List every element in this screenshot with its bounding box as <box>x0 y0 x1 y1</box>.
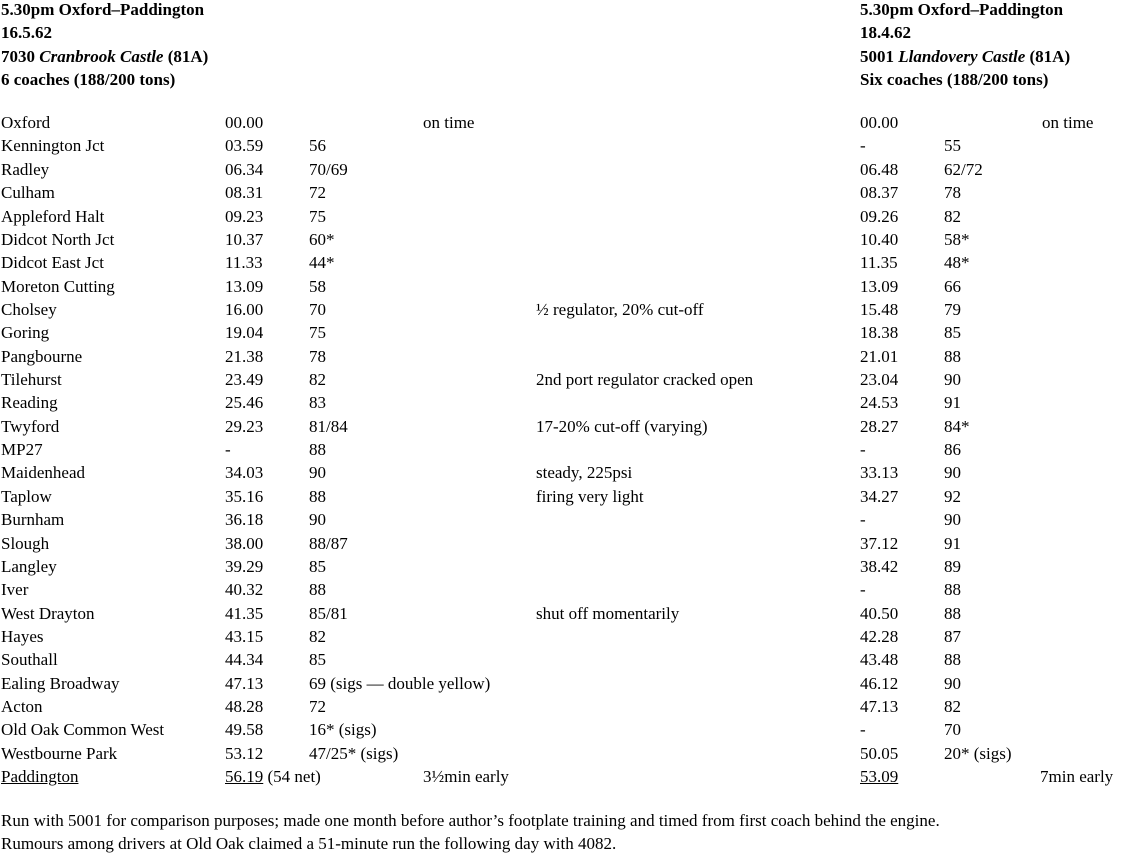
run2-speed: 48* <box>944 253 970 273</box>
run2-time: 42.28 <box>860 627 899 646</box>
run1-time: 08.31 <box>225 183 264 203</box>
table-row <box>0 134 1145 157</box>
run1-time: 47.13 <box>225 673 264 693</box>
station-name: Iver <box>1 580 29 600</box>
footnote-line-1: Run with 5001 for comparison purposes; made one month before author’s footplate training and timed from first coach behind the engine. <box>1 811 940 830</box>
run2-time: 28.27 <box>860 416 899 436</box>
footplate-note: firing very light <box>536 486 644 506</box>
run1-time: 29.23 <box>225 416 264 436</box>
table-row <box>0 345 1145 368</box>
run2-time: - <box>860 580 866 600</box>
table-row <box>0 672 1145 695</box>
run2-date: 18.4.62 <box>860 23 911 43</box>
run2-time: - <box>860 720 866 740</box>
table-row <box>0 742 1145 765</box>
run1-start-status: on time <box>423 113 475 132</box>
run2-time: - <box>860 136 866 156</box>
station-name: Old Oak Common West <box>1 720 165 740</box>
run2-time: 10.40 <box>860 229 899 249</box>
run2-speed: 85 <box>944 323 961 343</box>
run1-time: 06.34 <box>225 159 264 179</box>
footplate-note: shut off momentarily <box>536 603 680 623</box>
table-row <box>0 461 1145 484</box>
footnote <box>1 809 940 856</box>
run1-speed: 85/81 <box>309 603 348 623</box>
run2-time: 43.48 <box>860 650 899 670</box>
run1-loco-number: 7030 <box>1 46 40 66</box>
run1-time: 44.34 <box>225 650 264 670</box>
run2-speed: 88 <box>944 650 961 670</box>
run2-speed: 20* (sigs) <box>944 743 1012 763</box>
station-name: Hayes <box>1 627 44 646</box>
run1-speed: 88 <box>309 580 326 600</box>
station-name: Twyford <box>1 416 60 436</box>
run2-speed: 92 <box>944 486 961 506</box>
run1-arrival-status: 3½min early <box>423 767 509 786</box>
footplate-note: 17-20% cut-off (varying) <box>536 416 708 436</box>
run2-time: 40.50 <box>860 603 899 623</box>
run2-time: 11.35 <box>860 253 898 273</box>
station-name: Taplow <box>1 486 52 506</box>
footnote-line-2: Rumours among drivers at Old Oak claimed a 51-minute run the following day with 4082. <box>1 834 617 854</box>
station-name: Oxford <box>1 113 51 132</box>
run2-time: 13.09 <box>860 276 899 296</box>
table-row <box>0 625 1145 648</box>
station-name: Southall <box>1 650 58 670</box>
run2-speed: 82 <box>944 206 961 226</box>
run1-date: 16.5.62 <box>1 23 52 43</box>
run2-speed: 89 <box>944 556 961 576</box>
run1-loco-name: Cranbrook Castle <box>39 46 164 66</box>
run1-time: 39.29 <box>225 556 264 576</box>
table-row <box>0 415 1145 438</box>
run1-speed: 58 <box>309 276 326 296</box>
run2-speed: 87 <box>944 627 961 646</box>
run2-load: Six coaches (188/200 tons) <box>860 70 1049 90</box>
station-name: Goring <box>1 323 50 343</box>
run2-time: 00.00 <box>860 113 899 132</box>
station-name: Reading <box>1 393 58 413</box>
run1-time: 25.46 <box>225 393 264 413</box>
run2-time: 06.48 <box>860 159 899 179</box>
table-row <box>0 648 1145 671</box>
run2-time: 08.37 <box>860 183 899 203</box>
table-row <box>0 485 1145 508</box>
run1-speed: 90 <box>309 463 326 483</box>
run2-speed: 84* <box>944 416 970 436</box>
run1-time: 19.04 <box>225 323 264 343</box>
run1-time: 40.32 <box>225 580 264 600</box>
station-name: Acton <box>1 697 43 716</box>
run1-speed: 83 <box>309 393 326 413</box>
station-name: Kennington Jct <box>1 136 105 156</box>
run1-time: 16.00 <box>225 299 264 319</box>
station-name: Appleford Halt <box>1 206 105 226</box>
run2-speed: 90 <box>944 463 961 483</box>
station-name: Didcot North Jct <box>1 229 115 249</box>
station-name: Langley <box>1 556 57 576</box>
run2-loco-name: Llandovery Castle <box>898 46 1026 66</box>
run2-time: 47.13 <box>860 697 899 716</box>
table-row <box>0 181 1145 204</box>
station-name: Tilehurst <box>1 370 62 389</box>
table-row <box>0 391 1145 414</box>
run2-time: 18.38 <box>860 323 899 343</box>
run1-time: 56.19 <box>225 767 264 786</box>
run2-speed: 86 <box>944 440 961 460</box>
run2-speed: 55 <box>944 136 961 156</box>
run2-speed: 66 <box>944 276 961 296</box>
run2-time: - <box>860 510 866 530</box>
run2-time: 09.26 <box>860 206 899 226</box>
run2-time: 37.12 <box>860 533 899 553</box>
table-row <box>0 555 1145 578</box>
station-name: Radley <box>1 159 50 179</box>
station-name: Slough <box>1 533 50 553</box>
run1-speed: 85 <box>309 650 326 670</box>
run1-speed: 16* (sigs) <box>309 720 377 740</box>
run1-time: 23.49 <box>225 370 264 389</box>
run2-loco-number: 5001 <box>860 46 899 66</box>
station-name: MP27 <box>1 440 43 460</box>
station-name: Paddington <box>1 767 79 786</box>
table-row <box>0 532 1145 555</box>
run1-speed: 70 <box>309 299 326 319</box>
run1-speed: 75 <box>309 206 326 226</box>
run2-speed: 88 <box>944 603 961 623</box>
run1-time: 10.37 <box>225 229 264 249</box>
run1-speed: 82 <box>309 370 326 389</box>
footplate-note: 2nd port regulator cracked open <box>536 370 754 389</box>
run2-header <box>860 0 1070 92</box>
footplate-note: steady, 225psi <box>536 463 633 483</box>
run2-speed: 90 <box>944 510 961 530</box>
table-row <box>0 321 1145 344</box>
run1-speed: 72 <box>309 183 326 203</box>
run1-time: 21.38 <box>225 346 264 366</box>
run2-arrival-status: 7min early <box>1040 767 1114 786</box>
table-row <box>0 298 1145 321</box>
run1-time: 03.59 <box>225 136 264 156</box>
station-name: Moreton Cutting <box>1 276 115 296</box>
run1-speed: 81/84 <box>309 416 348 436</box>
run1-title: 5.30pm Oxford–Paddington <box>1 0 205 19</box>
run1-speed: 44* <box>309 253 335 273</box>
run1-speed: 69 (sigs — double yellow) <box>309 673 491 693</box>
table-row <box>0 158 1145 181</box>
station-name: Westbourne Park <box>1 743 118 763</box>
run1-time: 49.58 <box>225 720 264 740</box>
run2-time: 46.12 <box>860 673 899 693</box>
footplate-note: ½ regulator, 20% cut-off <box>536 299 704 319</box>
station-name: Pangbourne <box>1 346 83 366</box>
station-name: Cholsey <box>1 299 57 319</box>
run2-time: 53.09 <box>860 767 899 786</box>
run2-speed: 90 <box>944 370 961 389</box>
run2-title: 5.30pm Oxford–Paddington <box>860 0 1064 19</box>
run1-time: - <box>225 440 231 460</box>
station-name: Didcot East Jct <box>1 253 104 273</box>
run1-speed: 82 <box>309 627 326 646</box>
run1-speed: 70/69 <box>309 159 348 179</box>
table-row <box>0 695 1145 718</box>
table-row <box>0 251 1145 274</box>
run1-time: 41.35 <box>225 603 264 623</box>
run1-time: 00.00 <box>225 113 264 132</box>
run1-finish-time <box>225 765 321 788</box>
run1-speed: 47/25* (sigs) <box>309 743 399 763</box>
run1-time: 13.09 <box>225 276 264 296</box>
run1-speed: 78 <box>309 346 326 366</box>
table-row <box>0 368 1145 391</box>
run2-speed: 58* <box>944 229 970 249</box>
run1-speed: 56 <box>309 136 326 156</box>
run1-time: 48.28 <box>225 697 264 716</box>
run2-time: 15.48 <box>860 299 899 319</box>
run2-speed: 88 <box>944 346 961 366</box>
run1-speed: 88/87 <box>309 533 348 553</box>
run2-speed: 78 <box>944 183 961 203</box>
run1-speed: 72 <box>309 697 326 716</box>
run2-time: 33.13 <box>860 463 899 483</box>
run1-time: 36.18 <box>225 510 264 530</box>
run1-load: 6 coaches (188/200 tons) <box>1 70 176 90</box>
run1-time: 43.15 <box>225 627 264 646</box>
run1-speed: 85 <box>309 556 326 576</box>
station-name: Ealing Broadway <box>1 673 120 693</box>
run1-speed: 60* <box>309 229 335 249</box>
run1-time: 38.00 <box>225 533 264 553</box>
station-name: West Drayton <box>1 603 95 623</box>
table-row <box>0 578 1145 601</box>
run2-speed: 91 <box>944 393 961 413</box>
station-name: Burnham <box>1 510 65 530</box>
start-row <box>0 111 1145 134</box>
table-row <box>0 228 1145 251</box>
table-row <box>0 508 1145 531</box>
table-row <box>0 438 1145 461</box>
run1-time: 35.16 <box>225 486 264 506</box>
run2-time: - <box>860 440 866 460</box>
run2-start-status: on time <box>1042 113 1094 132</box>
run1-time: 34.03 <box>225 463 264 483</box>
run2-speed: 82 <box>944 697 961 716</box>
run1-loco-shed: (81A) <box>163 46 209 66</box>
run1-time: 09.23 <box>225 206 264 226</box>
table-row <box>0 275 1145 298</box>
finish-row <box>0 765 1145 788</box>
run2-speed: 88 <box>944 580 961 600</box>
run1-speed: 90 <box>309 510 326 530</box>
run2-locomotive <box>860 45 1070 68</box>
run2-time: 24.53 <box>860 393 899 413</box>
run2-speed: 79 <box>944 299 961 319</box>
run2-speed: 62/72 <box>944 159 983 179</box>
run1-time: 11.33 <box>225 253 263 273</box>
table-row <box>0 602 1145 625</box>
table-row <box>0 718 1145 741</box>
run1-header <box>1 0 208 92</box>
run2-loco-shed: (81A) <box>1025 46 1071 66</box>
run2-time: 21.01 <box>860 346 899 366</box>
run2-speed: 90 <box>944 673 961 693</box>
run2-speed: 91 <box>944 533 961 553</box>
run2-speed: 70 <box>944 720 961 740</box>
run2-time: 23.04 <box>860 370 899 389</box>
station-name: Culham <box>1 183 55 203</box>
run2-time: 38.42 <box>860 556 899 576</box>
run2-time: 34.27 <box>860 486 899 506</box>
run1-time: 53.12 <box>225 743 264 763</box>
run1-speed: 88 <box>309 486 326 506</box>
run1-speed: 88 <box>309 440 326 460</box>
run1-locomotive <box>1 45 208 68</box>
run1-net-time: (54 net) <box>263 767 321 786</box>
run2-time: 50.05 <box>860 743 899 763</box>
station-name: Maidenhead <box>1 463 86 483</box>
run1-speed: 75 <box>309 323 326 343</box>
table-row <box>0 205 1145 228</box>
